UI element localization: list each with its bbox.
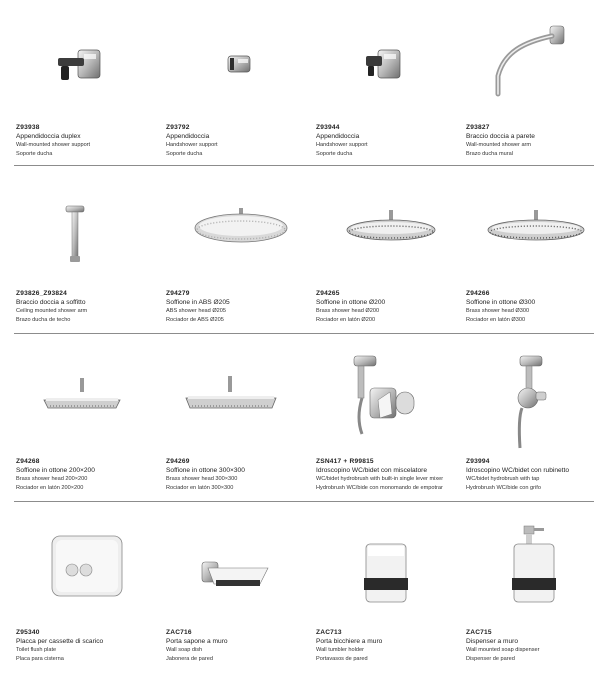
product-name-es: Soporte ducha: [166, 150, 203, 157]
product-name-en: WC/bidet hydrobrush with built-in single lever mixer: [316, 476, 444, 483]
product-name-es: Portavasos de pared: [316, 655, 368, 662]
product-card: [464, 0, 609, 165]
product-card: [14, 166, 162, 333]
product-card: [14, 0, 162, 165]
product-card: [314, 166, 462, 333]
wall-shower-support-duplex-icon: [14, 18, 162, 118]
product-row: [14, 0, 594, 166]
product-name-it: Porta sapone a muro: [166, 637, 228, 645]
square-shower-head-large-icon: [164, 352, 312, 452]
product-row: [14, 502, 594, 682]
handshower-support-outlet-icon: [314, 18, 462, 118]
soap-dispenser-icon: [464, 522, 609, 622]
product-name-it: Soffione in ABS Ø205: [166, 298, 230, 306]
product-name-es: Rociador en latón 300×300: [166, 484, 234, 491]
soap-dish-icon: [164, 522, 312, 622]
round-shower-head-icon: [164, 184, 312, 284]
product-card: [164, 0, 312, 165]
product-name-it: Dispenser a muro: [466, 637, 519, 645]
product-card: [164, 502, 312, 682]
product-name-en: Wall soap dish: [166, 647, 203, 654]
product-name-es: Rociador de ABS Ø205: [166, 316, 224, 323]
product-name-it: Idroscopino WC/bidet con miscelatore: [316, 466, 428, 474]
product-name-en: Brass shower head 300×300: [166, 476, 238, 483]
product-name-es: Hydrobrush WC/bide con grifo: [466, 484, 541, 491]
product-code: Z94269: [166, 458, 190, 465]
product-name-it: Soffione in ottone Ø300: [466, 298, 536, 306]
product-code: ZAC713: [316, 629, 342, 636]
product-name-it: Porta bicchiere a muro: [316, 637, 383, 645]
product-code: Z93938: [16, 124, 40, 131]
product-name-es: Rociador en latón Ø300: [466, 316, 526, 323]
product-code: Z93994: [466, 458, 490, 465]
round-shower-head-large-icon: [464, 184, 609, 284]
product-name-es: Placa para cisterna: [16, 655, 64, 662]
product-name-en: Toilet flush plate: [16, 647, 57, 654]
product-name-en: Wall-mounted shower arm: [466, 142, 532, 149]
product-code: ZAC716: [166, 629, 192, 636]
product-code: Z94279: [166, 290, 190, 297]
hydrobrush-mixer-icon: [314, 352, 462, 452]
product-name-en: Brass shower head Ø300: [466, 308, 530, 315]
product-name-en: Wall mounted soap dispenser: [466, 647, 540, 654]
product-code: Z93827: [466, 124, 490, 131]
square-shower-head-icon: [14, 352, 162, 452]
product-name-en: Wall-mounted shower support: [16, 142, 91, 149]
product-code: Z94265: [316, 290, 340, 297]
product-card: [164, 166, 312, 333]
product-code: Z95340: [16, 629, 40, 636]
product-name-en: Handshower support: [316, 142, 368, 149]
product-name-it: Soffione in ottone 300×300: [166, 466, 245, 474]
product-name-es: Rociador en latón Ø200: [316, 316, 376, 323]
product-code: Z93826_Z93824: [16, 290, 67, 297]
product-name-it: Soffione in ottone 200×200: [16, 466, 95, 474]
product-name-es: Dispenser de pared: [466, 655, 515, 662]
hydrobrush-tap-icon: [464, 352, 609, 452]
product-name-en: Ceiling mounted shower arm: [16, 308, 88, 315]
product-name-it: Soffione in ottone Ø200: [316, 298, 386, 306]
product-name-it: Braccio doccia a soffitto: [16, 298, 86, 306]
product-code: ZSN417 + R99815: [316, 458, 374, 465]
product-name-it: Appendidoccia duplex: [16, 132, 81, 140]
product-name-en: Wall tumbler holder: [316, 647, 364, 654]
product-card: [314, 502, 462, 682]
product-card: [164, 334, 312, 501]
product-name-it: Appendidoccia: [166, 132, 210, 140]
product-card: [464, 502, 609, 682]
product-catalog-grid: [14, 0, 594, 682]
product-name-es: Soporte ducha: [16, 150, 53, 157]
product-name-es: Brazo ducha mural: [466, 150, 513, 157]
product-name-it: Placca per cassette di scarico: [16, 637, 104, 645]
product-name-es: Hydrobrush WC/bide con monomando de empotrar: [316, 484, 443, 491]
product-code: Z94268: [16, 458, 40, 465]
round-shower-head-icon: [314, 184, 462, 284]
product-name-es: Rociador en latón 200×200: [16, 484, 84, 491]
product-name-en: ABS shower head Ø205: [166, 308, 227, 315]
product-card: [464, 334, 609, 501]
wall-shower-arm-icon: [464, 18, 609, 118]
product-row: [14, 334, 594, 502]
product-card: [314, 334, 462, 501]
tumbler-holder-icon: [314, 522, 462, 622]
product-name-it: Idroscopino WC/bidet con rubinetto: [466, 466, 569, 474]
product-name-it: Appendidoccia: [316, 132, 360, 140]
product-code: Z94266: [466, 290, 490, 297]
product-name-en: WC/bidet hydrobrush with tap: [466, 476, 540, 483]
product-card: [464, 166, 609, 333]
handshower-support-icon: [164, 18, 312, 118]
product-name-en: Handshower support: [166, 142, 218, 149]
product-code: Z93944: [316, 124, 340, 131]
product-name-it: Braccio doccia a parete: [466, 132, 535, 140]
product-card: [14, 334, 162, 501]
ceiling-shower-arm-icon: [14, 184, 162, 284]
product-code: Z93792: [166, 124, 190, 131]
product-name-es: Jabonera de pared: [166, 655, 213, 662]
product-name-es: Soporte ducha: [316, 150, 353, 157]
product-card: [14, 502, 162, 682]
product-row: [14, 166, 594, 334]
product-card: [314, 0, 462, 165]
product-name-en: Brass shower head 200×200: [16, 476, 88, 483]
flush-plate-icon: [14, 522, 162, 622]
product-code: ZAC715: [466, 629, 492, 636]
product-name-en: Brass shower head Ø200: [316, 308, 380, 315]
product-name-es: Brazo ducha de techo: [16, 316, 71, 323]
